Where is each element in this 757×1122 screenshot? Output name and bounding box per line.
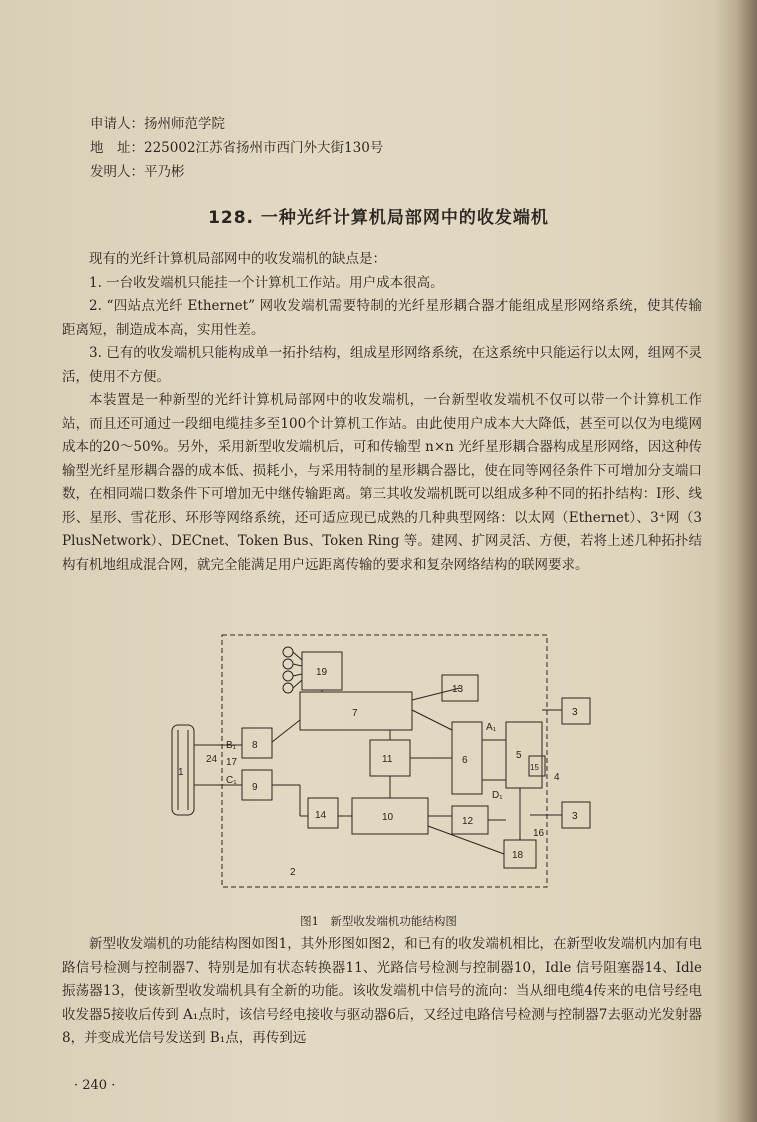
label-16: 16 xyxy=(533,828,545,839)
label-a1: A₁ xyxy=(486,722,497,733)
svg-text:6: 6 xyxy=(462,755,468,766)
paragraph: 2. “四站点光纤 Ethernet” 网收发端机需要特制的光纤星形耦合器才能组成星形网络系统，使其传输距离短，制造成本高，实用性差。 xyxy=(62,298,702,338)
svg-text:11: 11 xyxy=(382,754,393,765)
svg-text:14: 14 xyxy=(315,810,327,821)
svg-text:9: 9 xyxy=(252,782,258,793)
paragraph: 1. 一台收发端机只能挂一个计算机工作站。用户成本很高。 xyxy=(89,274,444,291)
svg-text:8: 8 xyxy=(252,740,258,751)
patent-meta xyxy=(90,112,383,184)
svg-text:7: 7 xyxy=(352,708,358,719)
block-1 xyxy=(172,725,194,815)
page-gutter-shadow xyxy=(715,0,757,1122)
address: 地 址：225002江苏省扬州市西门外大街130号 xyxy=(90,140,384,156)
paragraph: 新型收发端机的功能结构图如图1，其外形图如图2，和已有的收发端机相比，在新型收发端机内加有电路信号检测与控制器7、特别是加有状态转换器11、光路信号检测与控制器10，Idle 信号阻塞器14、Idle 振荡器13，使该新型收发端机具有全新的功能。该收发端机中信号的流向：当从细电缆4传来的电信号经电收发器5接收后传到 A₁点时，该信号经电接收与驱动器6后，又经过电路信号检测与控制器7去驱动光发射器8，并变成光信号发送到 B₁点，再传到远 xyxy=(62,936,702,1046)
svg-text:5: 5 xyxy=(516,750,522,761)
label-c1: C₁ xyxy=(226,775,237,786)
article-title: 128. 一种光纤计算机局部网中的收发端机 xyxy=(208,208,549,228)
svg-text:19: 19 xyxy=(316,667,328,678)
label-2: 2 xyxy=(290,867,296,878)
paragraph: 本装置是一种新型的光纤计算机局部网中的收发端机，一台新型收发端机不仅可以带一个计算机工作站，而且还可通过一段细电缆挂多至100个计算机工作站。由此使用户成本大大降低，甚至可以仅为电缆网成本的20～50%。另外，采用新型收发端机后，可和传输型 n×n 光纤星形耦合器构成星形网络，因这种传输型光纤星形耦合器的成本低、损耗小，与采用特制的星形耦合器比，使在同等网径条件下可增加分支端口数，在相同端口数条件下可增加无中继传输距离。第三其收发端机既可以组成多种不同的拓扑结构：I形、线形、星形、雪花形、环形等网络系统，还可适应现已成熟的几种典型网络：以太网（Ethernet）、3⁺网（3 PlusNetwork）、DECnet、Token Bus、Token Ring 等。建网、扩网灵活、方便，若将上述几种拓扑结构有机地组成混合网，就完全能满足用户远距离传输的要求和复杂网络结构的联网要求。 xyxy=(62,392,702,573)
figure-caption: 图1 新型收发端机功能结构图 xyxy=(300,914,457,928)
label-24: 24 xyxy=(206,754,218,765)
label-d1: D₁ xyxy=(492,790,503,801)
svg-text:18: 18 xyxy=(512,850,524,861)
bleed-through-text xyxy=(440,122,452,139)
body-text-continued xyxy=(62,933,702,1051)
svg-text:15: 15 xyxy=(530,763,539,772)
label-b1: B₁ xyxy=(226,740,237,751)
block-19 xyxy=(283,647,342,693)
inventor: 发明人：平乃彬 xyxy=(90,164,185,180)
block-diagram xyxy=(170,630,610,912)
svg-text:3: 3 xyxy=(572,707,578,718)
label-17: 17 xyxy=(226,757,238,768)
svg-text:12: 12 xyxy=(462,816,474,827)
body-text xyxy=(62,248,702,577)
svg-text:1: 1 xyxy=(178,767,184,778)
svg-text:13: 13 xyxy=(452,684,464,695)
paragraph: 现有的光纤计算机局部网中的收发端机的缺点是： xyxy=(89,251,386,267)
applicant: 申请人：扬州师范学院 xyxy=(90,116,225,132)
paragraph: 3. 已有的收发端机只能构成单一拓扑结构，组成星形网络系统，在这系统中只能运行以太网，组网不灵活，使用不方便。 xyxy=(62,345,702,385)
block-diagram-figure xyxy=(170,630,610,912)
page-number: · 240 · xyxy=(74,1078,116,1093)
label-4: 4 xyxy=(554,772,560,783)
svg-text:10: 10 xyxy=(382,812,394,823)
svg-text:3: 3 xyxy=(572,811,578,822)
block-5 xyxy=(506,722,542,788)
